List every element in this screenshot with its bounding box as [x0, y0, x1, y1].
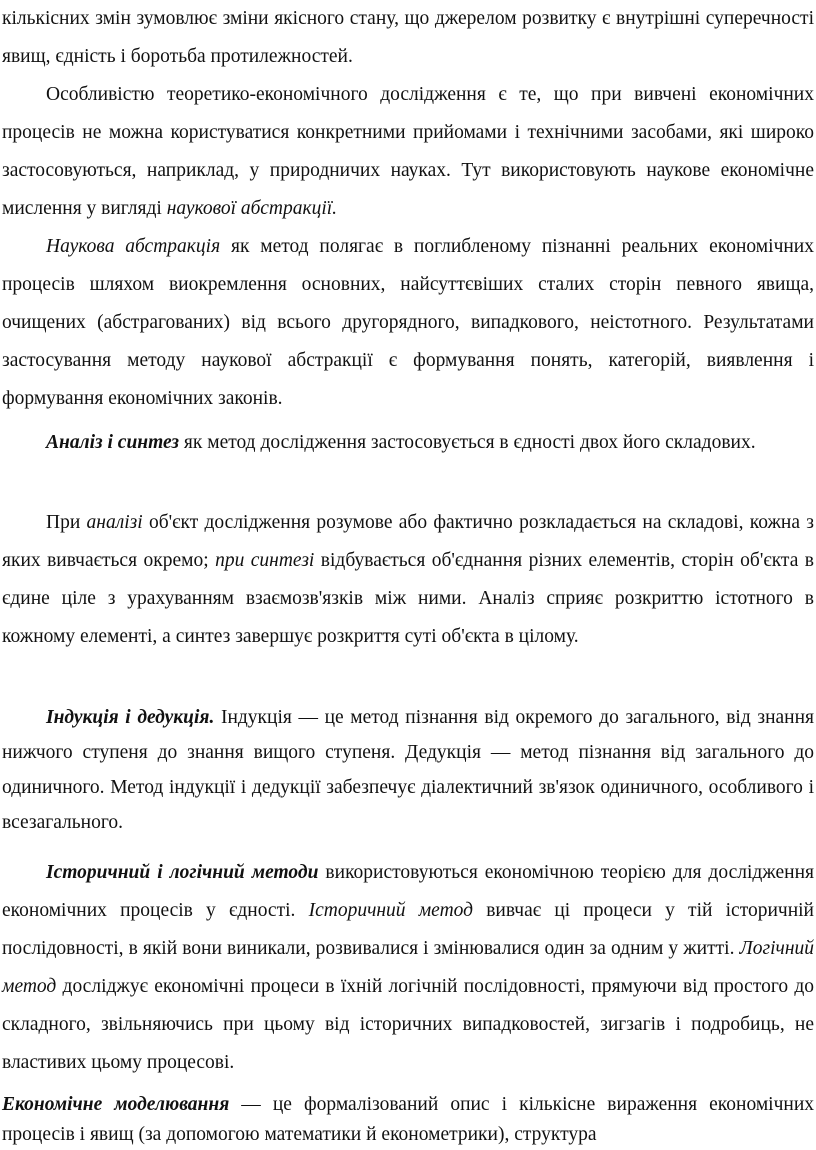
paragraph-text: відбувається об'єднання різних елементів, сторін об'єкта в єдине ціле з урахуванням взаємозв'язків між ними. Аналіз сприяє розкриттю істотного в кожному елементі, а синтез завершує розкриття суті об'єкта в цілому. [2, 550, 814, 647]
paragraph-dialectics-conclusion [2, 0, 814, 76]
paragraph-theoretical-study [2, 76, 814, 228]
paragraph-text: кількісних змін зумовлює зміни якісного стану, що джерелом розвитку є внутрішні суперечності явищ, єдність і боротьба протилежностей. [2, 8, 814, 67]
paragraph-text: об'єкт дослідження розумове або фактично розкладається на складові, кожна з яких вивчається окремо; [2, 512, 814, 571]
paragraph-analysis-detail [2, 504, 814, 656]
paragraph-historical-logical [2, 854, 814, 1082]
paragraph-text: як метод дослідження застосовується в єдності двох його складових. [179, 432, 756, 453]
paragraph-scientific-abstraction [2, 228, 814, 418]
bold-italic-term: Аналіз і синтез [46, 432, 180, 453]
paragraph-economic-modeling [2, 1090, 814, 1150]
paragraph-text: При [46, 512, 87, 533]
italic-term: Наукова абстракція [46, 236, 221, 257]
bold-italic-term: Економічне моделювання [2, 1094, 230, 1115]
paragraph-text: Індукція — це метод пізнання від окремого до загального, від знання нижчого ступеня до знання вищого ступеня. Дедукція — метод пізнання від загального до одиничного. Метод індукції і дедукції забезпечує діалектичний зв'язок одиничного, особливого і всезагального. [2, 707, 815, 833]
italic-term: Логічний метод [2, 938, 814, 997]
paragraph-text: вивчає ці процеси у тій історичній послідовності, в якій вони виникали, розвивалися і змінювалися один за одним у житті. [2, 900, 814, 959]
paragraph-text: як метод полягає в поглибленому пізнанні реальних економічних процесів шляхом виокремлення основних, найсуттєвіших сталих сторін певного явища, очищених (абстрагованих) від всього другорядного, випадкового, неістотного. Результатами застосування методу наукової абстракції є формування понять, категорій, виявлення і формування економічних законів. [2, 236, 814, 409]
paragraph-analysis-synthesis [2, 424, 814, 462]
italic-term: при синтезі [215, 550, 315, 571]
paragraph-text: Особливістю теоретико-економічного дослідження є те, що при вивчені економічних процесів не можна користуватися конкретними прийомами і технічними засобами, які широко застосовуються, наприклад, у природничих науках. Тут використовують наукове економічне мислення у вигляді [2, 84, 814, 219]
paragraph-text: досліджує економічні процеси в їхній логічній послідовності, прямуючи від простого до складного, звільняючись при цьому від історичних випадковостей, зигзагів і подробиць, не властивих цьому процесові. [2, 976, 814, 1073]
paragraph-induction-deduction [2, 700, 814, 840]
paragraph-text: використовуються економічною теорією для дослідження економічних процесів у єдності. [2, 862, 814, 921]
paragraph-text: — це формалізований опис і кількісне вираження економічних процесів і явищ (за допомогою математики й економетрики), структура [2, 1094, 815, 1145]
italic-term: аналізі [86, 512, 143, 533]
italic-term: Історичний метод [308, 900, 474, 921]
bold-italic-term: Історичний і логічний методи [46, 862, 319, 883]
bold-italic-term: Індукція і дедукція. [46, 707, 215, 728]
italic-term: наукової абстракції. [166, 198, 338, 219]
